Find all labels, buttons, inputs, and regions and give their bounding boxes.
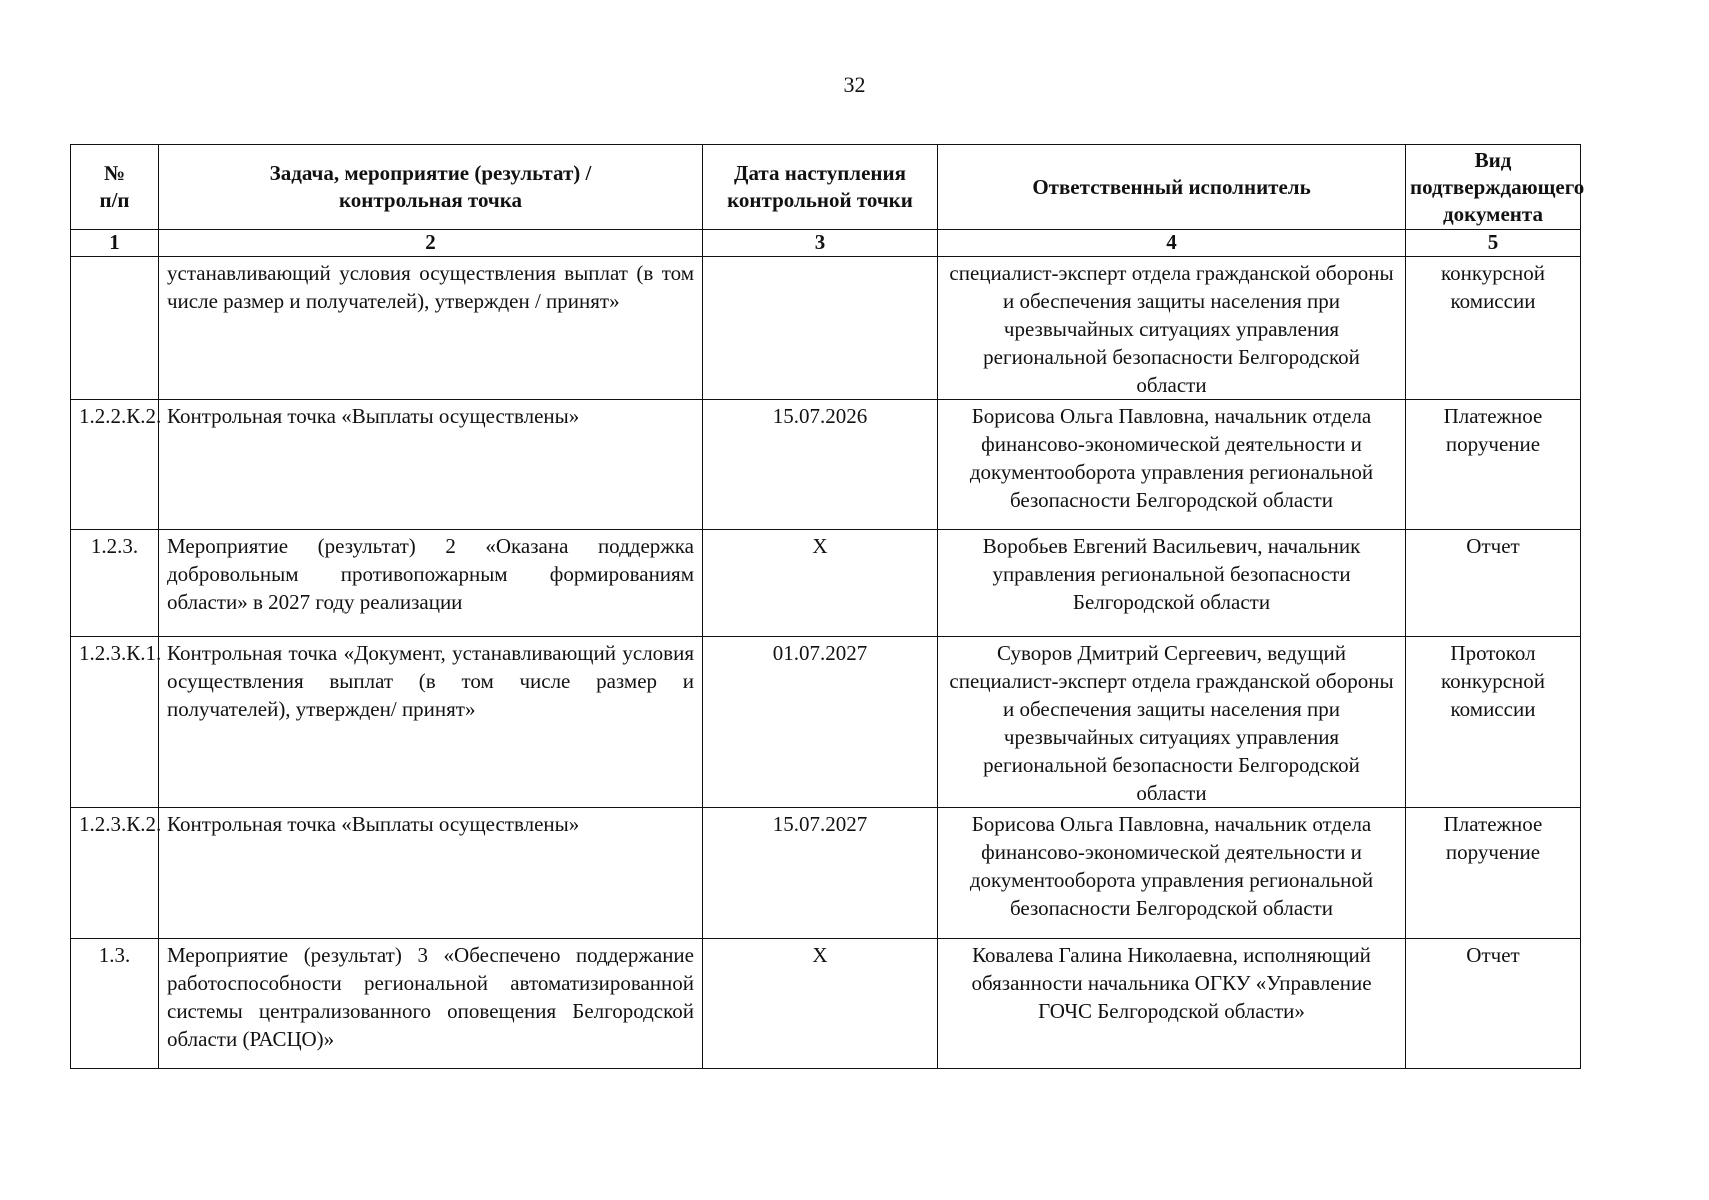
row-task: Контрольная точка «Документ, устанавливающий условия осуществления выплат (в том числе размер и получателей), утвержден/ принят» (159, 637, 703, 808)
column-number: 3 (703, 230, 938, 257)
row-document: конкурсной комиссии (1406, 257, 1581, 400)
row-number (71, 257, 159, 400)
row-executor: Борисова Ольга Павловна, начальник отдела финансово-экономической деятельности и документооборота управления региональной безопасности Белгородской области (938, 400, 1406, 530)
row-task: Мероприятие (результат) 2 «Оказана поддержка добровольным противопожарным формированиям области» в 2027 году реализации (159, 530, 703, 637)
header-num (71, 145, 159, 230)
header-task (159, 145, 703, 230)
row-date: X (703, 530, 938, 637)
column-number: 5 (1406, 230, 1581, 257)
row-number: 1.2.3. (71, 530, 159, 637)
header-document (1406, 145, 1585, 230)
row-executor: Суворов Дмитрий Сергеевич, ведущий специалист-эксперт отдела гражданской обороны и обеспечения защиты населения при чрезвычайных ситуациях управления региональной безопасности Белгородской области (938, 637, 1406, 808)
row-executor: специалист-эксперт отдела гражданской обороны и обеспечения защиты населения при чрезвычайных ситуациях управления региональной безопасности Белгородской области (938, 257, 1406, 400)
header-document-line1: Вид (1474, 147, 1512, 172)
column-number: 2 (159, 230, 703, 257)
column-number: 4 (938, 230, 1406, 257)
header-date-line2: контрольной точки (727, 188, 913, 212)
row-task: Контрольная точка «Выплаты осуществлены» (159, 808, 703, 939)
table-row (71, 400, 1581, 530)
header-document-line2: подтверждающего (1410, 174, 1585, 199)
column-number-row (71, 230, 1581, 257)
row-document: Платежное поручение (1406, 808, 1581, 939)
control-points-table (70, 144, 1585, 1069)
row-number: 1.2.3.К.1. (71, 637, 159, 808)
header-date (703, 145, 938, 230)
table-row (71, 530, 1581, 637)
row-date: 15.07.2027 (703, 808, 938, 939)
row-task: Мероприятие (результат) 3 «Обеспечено поддержание работоспособности региональной автоматизированной системы централизованного оповещения Белгородской области (РАСЦО)» (159, 939, 703, 1069)
row-document: Платежное поручение (1406, 400, 1581, 530)
header-num-line1: № (103, 161, 126, 185)
table-header-row (71, 145, 1581, 230)
row-executor: Ковалева Галина Николаевна, исполняющий обязанности начальника ОГКУ «Управление ГОЧС Белгородской области» (938, 939, 1406, 1069)
row-number: 1.2.3.К.2. (71, 808, 159, 939)
table-row (71, 637, 1581, 808)
row-date (703, 257, 938, 400)
row-task: устанавливающий условия осуществления выплат (в том числе размер и получателей), утвержден / принят» (159, 257, 703, 400)
row-date: 15.07.2026 (703, 400, 938, 530)
header-num-line2: п/п (99, 188, 130, 212)
header-task-line2: контрольная точка (338, 188, 523, 212)
column-number: 1 (71, 230, 159, 257)
row-document: Протокол конкурсной комиссии (1406, 637, 1581, 808)
header-document-line3: документа (1443, 201, 1543, 226)
row-date: 01.07.2027 (703, 637, 938, 808)
row-date: X (703, 939, 938, 1069)
row-task: Контрольная точка «Выплаты осуществлены» (159, 400, 703, 530)
row-document: Отчет (1406, 939, 1581, 1069)
table-row (71, 939, 1581, 1069)
header-date-line1: Дата наступления (734, 161, 906, 185)
page-number: 32 (843, 72, 866, 97)
row-document: Отчет (1406, 530, 1581, 637)
header-executor-label: Ответственный исполнитель (1032, 174, 1311, 199)
row-number: 1.2.2.К.2. (71, 400, 159, 530)
header-task-line1: Задача, мероприятие (результат) / (269, 161, 592, 185)
header-executor (938, 145, 1406, 230)
row-number: 1.3. (71, 939, 159, 1069)
row-executor: Борисова Ольга Павловна, начальник отдела финансово-экономической деятельности и документооборота управления региональной безопасности Белгородской области (938, 808, 1406, 939)
table-row (71, 808, 1581, 939)
table-row (71, 257, 1581, 400)
row-executor: Воробьев Евгений Васильевич, начальник управления региональной безопасности Белгородской области (938, 530, 1406, 637)
